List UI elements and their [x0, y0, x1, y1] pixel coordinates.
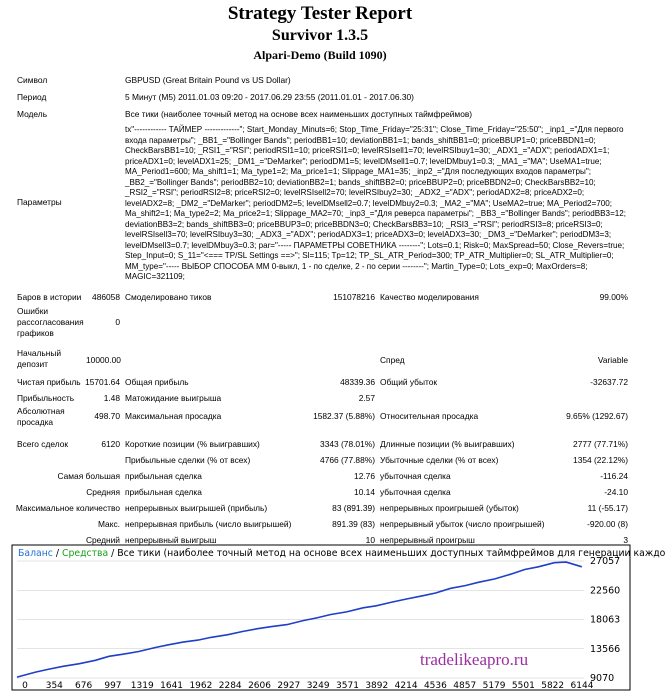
watermark: tradelikeapro.ru [420, 650, 529, 669]
ea-name: Survivor 1.3.5 [271, 27, 369, 44]
average-profit-value: 10.14 [354, 487, 375, 497]
y-tick-label: 22560 [590, 585, 621, 597]
x-tick-label: 5501 [511, 681, 535, 691]
max-cons-profit-value: 891.39 (83) [332, 519, 375, 529]
x-tick-label: 5822 [541, 681, 565, 691]
rel-drawdown-label: Относительная просадка [380, 411, 479, 421]
max-cons-wins-value: 83 (891.39) [332, 503, 375, 513]
max-cons-wins-label: непрерывных выигрышей (прибыль) [125, 503, 268, 513]
deposit-value: 10000.00 [86, 355, 121, 365]
long-positions-value: 2777 (77.71%) [573, 439, 628, 449]
params-value: tx"------------ ТАЙМЕР -------------"; Start_Monday_Minuts=6; Stop_Time_Friday="25:31"; Close_Time_Friday="25:50"; _inp1_="Для первого входа параметры"; _BB1_="Bollinger Bands"; periodBB1=10; deviationBB1=1; bands_shiftBB1=0; priceBBUP1=0; priceBBDN1=0; CheckBarsBB1=10; _RSI1_="RSI"; periodRSI1=10; priceRSI1=0; levelRSIsell1=70; levelRSIbuy1=30; _ADX1_="ADX"; periodADX1=1; priceADX1=0; levelADX1=25; _DM1_="DeMarker"; periodDM1=5; levelDMsell1=0.7; levelDMbuy1=0.3; _MA1_="MA"; UseMA1=true; MA_Period1=600; Ma_shift1=1; Ma_type1=2; Ma_price1=1; Slippage_MA1=35; _inp2_="Для последующих входов параметры"; _BB2_="Bollinger Bands"; periodBB2=10; deviationBB2=1; bands_shiftBB2=0; priceBBUP2=0; priceBBDN2=0; CheckBarsBB2=10; _RSI2_="RSI"; periodRSI2=8; priceRSI2=0; levelRSIsell2=70; levelRSIbuy2=30; _ADX2_="ADX"; periodADX2=8; priceADX2=0; levelADX2=8; _DM2_="DeMarker"; periodDM2=5; levelDMsell2=0.7; levelDMbuy2=0.3; _MA2_="MA"; UseMA2=true; MA_Period2=700; Ma_shift2=1; Ma_type2=2; Ma_price2=1; Slippage_MA2=70; _inp3_="Для реверса параметры"; _BB3_="Bollinger Bands"; periodBB3=12; deviationBB3=2; bands_shiftBB3=0; priceBBUP3=0; priceBBDN3=0; CheckBarsBB3=10; _RSI3_="RSI"; periodRSI3=8; priceRSI3=0; levelRSIsell3=70; levelRSIbuy3=30; _ADX3_="ADX"; periodADX3=1; priceADX3=0; levelADX3=30; _DM3_="DeMarker"; periodDM3=3; levelDMsell3=0.7; levelDMbuy3=0.3; par="----- ПАРАМЕТРЫ СОВЕТНИКА --------"; Lots=0.1; Risk=0; MaxSpread=50; Close_Revers=true; Step_Input=0; S_11="<=== TP/SL Settings ==>"; Sl=115; Tp=12; TP_SL_ATR_Period=300; TP_ATR_Multiplier=0; SL_ATR_Multiplier=0; MM_type="----- ВЫБОР СПОСОБА ММ 0-выкл, 1 - по сделке, 2 - по серии --------"; Martin_Type=0; Lots_exp=0; MaxOrders=8; MAGIC=321109; [125, 125, 627, 281]
max-drawdown-label: Максимальная просадка [125, 411, 222, 421]
max-cons-losses-label: непрерывных проигрышей (убыток) [380, 503, 519, 513]
y-tick-label: 9070 [590, 673, 615, 684]
x-tick-label: 1641 [160, 681, 184, 691]
x-tick-label: 3892 [365, 681, 389, 691]
average-profit-label: прибыльная сделка [125, 487, 202, 497]
x-tick-label: 3571 [336, 681, 359, 691]
x-tick-label: 2284 [218, 681, 242, 691]
ticks-value: 151078216 [333, 292, 375, 302]
max-cons-profit-label: непрерывная прибыль (число выигрышей) [125, 519, 292, 529]
x-tick-label: 2606 [248, 681, 271, 691]
average-loss-label: убыточная сделка [380, 487, 451, 497]
short-positions-value: 3343 (78.01%) [320, 439, 375, 449]
symbol-value: GBPUSD (Great Britain Pound vs US Dollar) [125, 75, 291, 85]
params-label: Параметры [17, 197, 62, 207]
quality-value: 99.00% [599, 292, 628, 302]
avg-cons-losses-value: 3 [623, 535, 628, 545]
net-profit-label: Чистая прибыль [17, 377, 81, 387]
profit-trades-label: Прибыльные сделки (% от всех) [125, 455, 251, 465]
long-positions-label: Длинные позиции (% выигравших) [380, 439, 515, 449]
avg-cons-losses-label: непрерывный проигрыш [380, 535, 475, 545]
model-label: Модель [17, 109, 48, 119]
account-info: Alpari-Demo (Build 1090) [253, 48, 387, 62]
largest-loss-label: убыточная сделка [380, 471, 451, 481]
balance-chart [12, 545, 630, 690]
avg-cons-wins-value: 10 [365, 535, 375, 545]
bars-label: Баров в истории [17, 292, 82, 302]
x-tick-label: 4857 [453, 681, 477, 691]
largest-loss-value: -116.24 [600, 471, 628, 481]
abs-drawdown-value: 498.70 [94, 411, 120, 421]
expected-payoff-label: Матожидание выигрыша [125, 393, 222, 403]
average-loss-value: -24.10 [604, 487, 628, 497]
x-tick-label: 5179 [482, 681, 506, 691]
y-tick-label: 27057 [590, 556, 621, 567]
loss-trades-value: 1354 (22.12%) [573, 455, 628, 465]
x-tick-label: 4536 [423, 681, 447, 691]
largest-profit-label: прибыльная сделка [125, 471, 202, 481]
legend-model-text: Все тики (наиболее точный метод на основе всех наименьших доступных таймфреймов для генерации каждо [117, 548, 665, 559]
profit-factor-value: 1.48 [103, 393, 120, 403]
errors-label: Ошибки рассогласования графиков [17, 306, 84, 338]
x-tick-label: 1319 [130, 681, 154, 691]
legend-balance: Баланс [18, 548, 53, 559]
x-tick-label: 354 [45, 681, 63, 691]
avg-label: Средний [85, 535, 120, 545]
abs-drawdown-label: Абсолютная просадка [17, 406, 65, 427]
x-tick-label: 4214 [394, 681, 418, 691]
net-profit-value: 15701.64 [85, 377, 120, 387]
x-tick-label: 997 [104, 681, 122, 691]
avg-cons-wins-label: непрерывный выигрыш [125, 535, 217, 545]
x-tick-label: 2927 [277, 681, 301, 691]
expected-payoff-value: 2.57 [358, 393, 375, 403]
x-tick-label: 6144 [570, 681, 594, 691]
short-positions-label: Короткие позиции (% выигравших) [125, 439, 260, 449]
legend-sep-2: / [108, 548, 118, 559]
rel-drawdown-value: 9.65% (1292.67) [566, 411, 628, 421]
period-value: 5 Минут (M5) 2011.01.03 09:20 - 2017.06.29 23:55 (2011.01.01 - 2017.06.30) [125, 92, 414, 102]
gross-loss-value: -32637.72 [590, 377, 628, 387]
bars-value: 486058 [92, 292, 120, 302]
gross-profit-value: 48339.36 [340, 377, 375, 387]
total-trades-label: Всего сделок [17, 439, 69, 449]
chart-legend [18, 548, 665, 559]
loss-trades-label: Убыточные сделки (% от всех) [380, 455, 499, 465]
max-count-label: Максимальное количество [15, 503, 120, 513]
model-value: Все тики (наиболее точный метод на основе всех наименьших доступных таймфреймов) [125, 109, 473, 119]
errors-value: 0 [115, 317, 120, 327]
gross-profit-label: Общая прибыль [125, 377, 189, 387]
gross-loss-label: Общий убыток [380, 377, 438, 387]
average-label: Средняя [86, 487, 120, 497]
legend-sep-1: / [52, 548, 62, 559]
profit-trades-value: 4766 (77.88%) [320, 455, 375, 465]
symbol-label: Символ [17, 75, 48, 85]
legend-equity: Средства [61, 548, 109, 559]
spread-value: Variable [597, 355, 628, 365]
largest-label: Самая большая [57, 471, 120, 481]
total-trades-value: 6120 [101, 439, 120, 449]
y-tick-label: 18063 [590, 614, 621, 626]
x-tick-label: 1962 [189, 681, 213, 691]
x-tick-label: 3249 [306, 681, 330, 691]
x-tick-label: 0 [22, 681, 28, 691]
x-tick-label: 676 [75, 681, 93, 691]
max-cons-losses-value: 11 (-55.17) [587, 503, 628, 513]
period-label: Период [17, 92, 47, 102]
ticks-label: Смоделировано тиков [125, 292, 212, 302]
max-drawdown-value: 1582.37 (5.88%) [313, 411, 375, 421]
quality-label: Качество моделирования [380, 292, 479, 302]
max-cons-loss-value: -920.00 (8) [587, 519, 628, 529]
spread-label: Спред [380, 355, 405, 365]
max-label: Макс. [97, 519, 120, 529]
largest-profit-value: 12.76 [354, 471, 375, 481]
profit-factor-label: Прибыльность [17, 393, 75, 403]
report-title: Strategy Tester Report [227, 3, 413, 24]
deposit-label: Начальный депозит [17, 348, 62, 369]
y-tick-label: 13566 [590, 643, 621, 655]
max-cons-loss-label: непрерывный убыток (число проигрышей) [380, 519, 545, 529]
